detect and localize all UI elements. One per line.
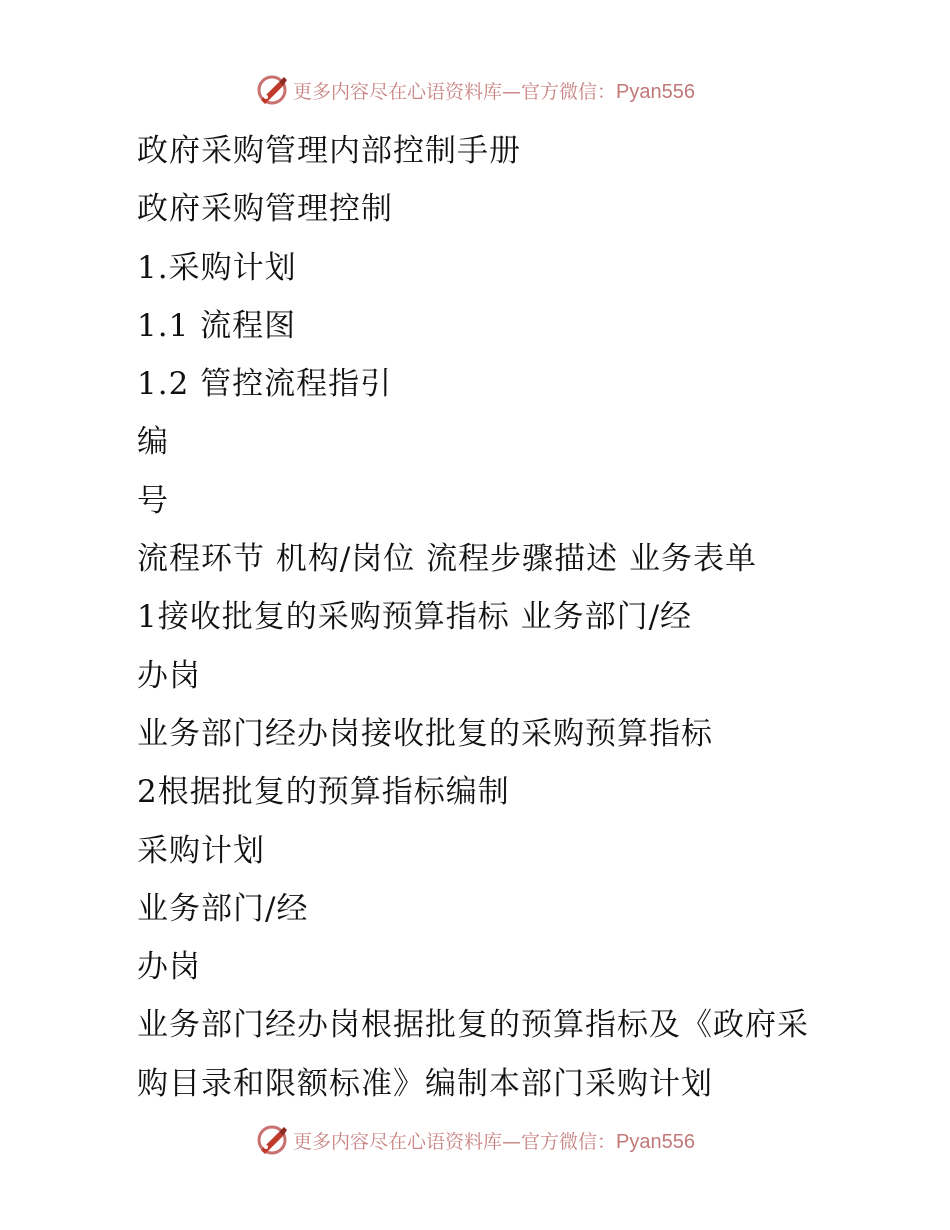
watermark-banner-bottom xyxy=(0,1120,950,1160)
section-heading: 政府采购管理控制 xyxy=(137,191,393,228)
watermark-handle: Pyan556 xyxy=(616,1130,695,1153)
text-line: 采购计划 xyxy=(137,832,265,869)
text-line: 业务部门/经 xyxy=(137,890,309,927)
subsection-item: 1.1 流程图 xyxy=(137,307,297,344)
document-body xyxy=(137,122,897,1113)
text-line: 2根据批复的预算指标编制 xyxy=(137,774,510,811)
text-line: 1接收批复的采购预算指标 业务部门/经 xyxy=(137,599,693,636)
watermark-text: 更多内容尽在心语资料库—官方微信：Pyan556 xyxy=(293,80,695,103)
pen-logo-icon xyxy=(255,1123,289,1157)
table-header-line: 流程环节 机构/岗位 流程步骤描述 业务表单 xyxy=(137,541,758,578)
subsection-item: 1.2 管控流程指引 xyxy=(137,366,393,403)
text-line: 业务部门经办岗接收批复的采购预算指标 xyxy=(137,715,713,752)
watermark-banner-top xyxy=(0,70,950,110)
text-line: 业务部门经办岗根据批复的预算指标及《政府采 xyxy=(137,1007,809,1044)
watermark-handle: Pyan556 xyxy=(616,80,695,103)
text-line: 办岗 xyxy=(137,949,201,986)
watermark-text: 更多内容尽在心语资料库—官方微信：Pyan556 xyxy=(293,1130,695,1153)
text-line: 办岗 xyxy=(137,657,201,694)
subsection-heading: 1.采购计划 xyxy=(137,249,297,286)
text-line: 购目录和限额标准》编制本部门采购计划 xyxy=(137,1065,713,1102)
doc-title: 政府采购管理内部控制手册 xyxy=(137,133,521,169)
pen-logo-icon xyxy=(255,73,289,107)
text-line: 号 xyxy=(137,482,169,519)
text-line: 编 xyxy=(137,424,169,461)
